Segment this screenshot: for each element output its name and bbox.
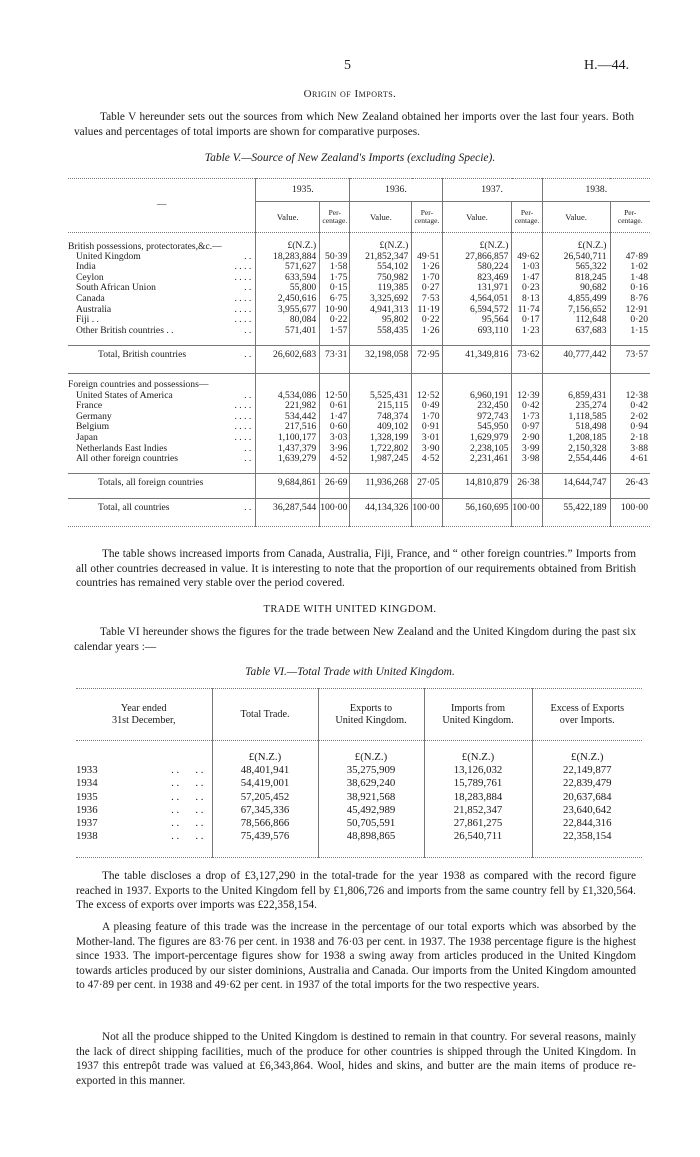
section-heading-origin: Origin of Imports. bbox=[303, 88, 397, 100]
value-cell: 6,960,191 bbox=[442, 391, 512, 402]
value-cell: 232,450 bbox=[442, 401, 512, 412]
percentage-cell: 27·05 bbox=[412, 473, 442, 492]
table-row bbox=[68, 346, 650, 365]
value-cell: 633,594 bbox=[256, 273, 320, 284]
unit-label: £(N.Z.) bbox=[318, 751, 424, 764]
row-label: Total, all countries . . bbox=[98, 502, 252, 514]
total-cell: 67,345,336 bbox=[212, 804, 318, 817]
table-row bbox=[68, 422, 650, 433]
table6-caption: Table VI.—Total Trade with United Kingdom. bbox=[245, 666, 455, 678]
percentage-cell: 12·50 bbox=[320, 391, 350, 402]
percentage-cell: 0·17 bbox=[512, 315, 542, 326]
row-label: South African Union . . bbox=[76, 282, 252, 294]
exports-cell: 45,492,989 bbox=[318, 804, 424, 817]
percentage-cell: 1·15 bbox=[610, 326, 650, 337]
year-cell: 1935 . . . . bbox=[76, 790, 204, 803]
table-row bbox=[68, 294, 650, 305]
value-cell: 571,627 bbox=[256, 262, 320, 273]
percentage-cell: 3·90 bbox=[412, 444, 442, 455]
table-row bbox=[68, 499, 650, 518]
value-cell: 545,950 bbox=[442, 422, 512, 433]
exports-cell: 38,629,240 bbox=[318, 777, 424, 790]
value-cell: 14,810,879 bbox=[442, 473, 512, 492]
percentage-header: Per- centage. bbox=[412, 202, 442, 233]
value-cell: 217,516 bbox=[256, 422, 320, 433]
exports-cell: 48,898,865 bbox=[318, 830, 424, 843]
table5-caption: Table V.—Source of New Zealand's Imports (excluding Specie). bbox=[204, 152, 496, 164]
value-cell: 32,198,058 bbox=[350, 346, 412, 365]
year-cell: 1937 . . . . bbox=[76, 817, 204, 830]
percentage-cell: 0·15 bbox=[320, 283, 350, 294]
page-number: 5 bbox=[344, 58, 351, 73]
value-cell: 580,224 bbox=[442, 262, 512, 273]
british-group-heading: British possessions, protectorates,&c.— bbox=[68, 240, 222, 252]
percentage-cell: 1·70 bbox=[412, 273, 442, 284]
row-label: United States of America . . bbox=[76, 389, 252, 401]
year-cell: 1934 . . . . bbox=[76, 777, 204, 790]
value-header: Value. bbox=[350, 202, 412, 233]
value-cell: 44,134,326 bbox=[350, 499, 412, 518]
percentage-header: Per- centage. bbox=[320, 202, 350, 233]
value-header: Value. bbox=[442, 202, 512, 233]
year-cell: 1938 . . . . bbox=[76, 830, 204, 843]
percentage-cell: 1·47 bbox=[320, 412, 350, 423]
value-cell: 637,683 bbox=[542, 326, 610, 337]
percentage-cell: 0·22 bbox=[412, 315, 442, 326]
excess-header: Excess of Exports over Imports. bbox=[532, 689, 642, 741]
year-header: 1936. bbox=[350, 179, 442, 202]
excess-cell: 22,844,316 bbox=[532, 817, 642, 830]
percentage-cell: 73·62 bbox=[512, 346, 542, 365]
exports-cell: 35,275,909 bbox=[318, 764, 424, 777]
percentage-cell: 0·42 bbox=[512, 401, 542, 412]
percentage-cell: 7·53 bbox=[412, 294, 442, 305]
intro-paragraph: Table V hereunder sets out the sources from which New Zealand obtained her imports over the last four years. Both values and percentages of total imports are shown for comparative purposes. bbox=[74, 111, 634, 138]
row-label: Germany . . . . bbox=[76, 410, 252, 422]
unit-label: £(N.Z.) bbox=[212, 751, 318, 764]
value-cell: 26,540,711 bbox=[542, 252, 610, 263]
unit-label: £(N.Z.) bbox=[442, 241, 512, 252]
percentage-cell: 1·26 bbox=[412, 262, 442, 273]
value-cell: 55,422,189 bbox=[542, 499, 610, 518]
table-row bbox=[68, 412, 650, 423]
imports-cell: 13,126,032 bbox=[424, 764, 532, 777]
unit-label: £(N.Z.) bbox=[256, 241, 320, 252]
total-cell: 78,566,866 bbox=[212, 817, 318, 830]
percentage-cell: 50·39 bbox=[320, 252, 350, 263]
percentage-cell: 1·58 bbox=[320, 262, 350, 273]
row-label: All other foreign countries . . bbox=[76, 453, 252, 465]
percentage-cell: 0·42 bbox=[610, 401, 650, 412]
percentage-cell: 3·01 bbox=[412, 433, 442, 444]
section-heading-trade: TRADE WITH UNITED KINGDOM. bbox=[263, 604, 437, 615]
row-label: Total, British countries . . bbox=[98, 349, 252, 361]
value-cell: 6,859,431 bbox=[542, 391, 610, 402]
percentage-cell: 12·52 bbox=[412, 391, 442, 402]
row-label: Other British countries . . . . bbox=[76, 324, 252, 336]
percentage-cell: 12·91 bbox=[610, 305, 650, 316]
value-cell: 7,156,652 bbox=[542, 305, 610, 316]
imports-cell: 15,789,761 bbox=[424, 777, 532, 790]
value-cell: 26,602,683 bbox=[256, 346, 320, 365]
table-row bbox=[68, 391, 650, 402]
percentage-cell: 100·00 bbox=[320, 499, 350, 518]
table-row bbox=[68, 454, 650, 465]
year-column-header: Year ended 31st December, bbox=[111, 702, 176, 726]
percentage-cell: 2·18 bbox=[610, 433, 650, 444]
table-row bbox=[68, 326, 650, 337]
percentage-cell: 4·52 bbox=[320, 454, 350, 465]
value-cell: 18,283,884 bbox=[256, 252, 320, 263]
row-label: Totals, all foreign countries bbox=[98, 476, 204, 488]
value-cell: 2,150,328 bbox=[542, 444, 610, 455]
value-cell: 4,534,086 bbox=[256, 391, 320, 402]
value-cell: 1,208,185 bbox=[542, 433, 610, 444]
percentage-cell: 73·31 bbox=[320, 346, 350, 365]
value-cell: 80,084 bbox=[256, 315, 320, 326]
value-cell: 215,115 bbox=[350, 401, 412, 412]
percentage-header: Per- centage. bbox=[610, 202, 650, 233]
imports-cell: 21,852,347 bbox=[424, 804, 532, 817]
value-cell: 1,987,245 bbox=[350, 454, 412, 465]
imports-cell: 26,540,711 bbox=[424, 830, 532, 843]
table-row bbox=[76, 791, 642, 804]
excess-cell: 23,640,642 bbox=[532, 804, 642, 817]
percentage-cell: 4·61 bbox=[610, 454, 650, 465]
percentage-cell: 11·19 bbox=[412, 305, 442, 316]
percentage-cell: 0·94 bbox=[610, 422, 650, 433]
row-label: France . . . . bbox=[76, 400, 252, 412]
page-reference: H.—44. bbox=[584, 58, 630, 73]
percentage-cell: 3·98 bbox=[512, 454, 542, 465]
row-label: Canada . . . . bbox=[76, 292, 252, 304]
percentage-cell: 11·74 bbox=[512, 305, 542, 316]
foreign-group-heading: Foreign countries and possessions— bbox=[68, 378, 209, 390]
percentage-cell: 1·26 bbox=[412, 326, 442, 337]
unit-label: £(N.Z.) bbox=[350, 241, 412, 252]
value-cell: 5,525,431 bbox=[350, 391, 412, 402]
row-label: Japan . . . . bbox=[76, 431, 252, 443]
percentage-cell: 0·60 bbox=[320, 422, 350, 433]
percentage-cell: 26·69 bbox=[320, 473, 350, 492]
percentage-cell: 1·75 bbox=[320, 273, 350, 284]
value-cell: 119,385 bbox=[350, 283, 412, 294]
total-trade-header: Total Trade. bbox=[212, 689, 318, 741]
table-row bbox=[68, 473, 650, 492]
value-cell: 3,955,677 bbox=[256, 305, 320, 316]
table5-stub-dash: — bbox=[156, 199, 167, 211]
value-cell: 4,564,051 bbox=[442, 294, 512, 305]
total-cell: 57,205,452 bbox=[212, 791, 318, 804]
total-cell: 54,419,001 bbox=[212, 777, 318, 790]
value-cell: 1,722,802 bbox=[350, 444, 412, 455]
exports-header: Exports to United Kingdom. bbox=[318, 689, 424, 741]
table5 bbox=[68, 178, 650, 527]
percentage-cell: 0·61 bbox=[320, 401, 350, 412]
entrepot-paragraph: Not all the produce shipped to the United Kingdom is destined to remain in that country. For several reasons, mainly the lack of direct shipping facilities, much of the produce for other countries is shipped through the United Kingdom. In 1937 this entrepôt trade was valued at £6,343,864. Wool, hides and skins, and butter are the main items of produce re-exported in this manner. bbox=[76, 1031, 636, 1087]
value-cell: 95,564 bbox=[442, 315, 512, 326]
percentage-cell: 26·43 bbox=[610, 473, 650, 492]
percentage-cell: 8·13 bbox=[512, 294, 542, 305]
table-row bbox=[76, 817, 642, 830]
percentage-cell: 100·00 bbox=[412, 499, 442, 518]
value-cell: 1,639,279 bbox=[256, 454, 320, 465]
value-cell: 6,594,572 bbox=[442, 305, 512, 316]
row-label: Fiji . . . . . . bbox=[76, 314, 252, 326]
percentage-cell: 1·03 bbox=[512, 262, 542, 273]
percentage-cell: 2·90 bbox=[512, 433, 542, 444]
year-header: 1937. bbox=[442, 179, 542, 202]
value-cell: 112,648 bbox=[542, 315, 610, 326]
value-cell: 131,971 bbox=[442, 283, 512, 294]
year-cell: 1936 . . . . bbox=[76, 803, 204, 816]
year-cell: 1933 . . . . bbox=[76, 764, 204, 777]
value-cell: 565,322 bbox=[542, 262, 610, 273]
value-cell: 748,374 bbox=[350, 412, 412, 423]
row-label: Ceylon . . . . bbox=[76, 271, 252, 283]
value-cell: 558,435 bbox=[350, 326, 412, 337]
value-header: Value. bbox=[542, 202, 610, 233]
table-row bbox=[76, 764, 642, 777]
percentage-cell: 49·62 bbox=[512, 252, 542, 263]
imports-cell: 18,283,884 bbox=[424, 791, 532, 804]
analysis-paragraph: The table shows increased imports from Canada, Australia, Fiji, France, and “ other foreign countries.” Imports from all other countries decreased in value. It is interesting to note that the proportion of our requirements obtained from British countries has remained very stable over the period covered. bbox=[76, 548, 636, 589]
percentage-cell: 26·38 bbox=[512, 473, 542, 492]
value-cell: 235,274 bbox=[542, 401, 610, 412]
value-cell: 818,245 bbox=[542, 273, 610, 284]
percentage-cell: 1·70 bbox=[412, 412, 442, 423]
value-cell: 3,325,692 bbox=[350, 294, 412, 305]
row-label: United Kingdom . . bbox=[76, 250, 252, 262]
total-cell: 75,439,576 bbox=[212, 830, 318, 843]
percentage-cell: 49·51 bbox=[412, 252, 442, 263]
feature-paragraph: A pleasing feature of this trade was the increase in the percentage of our total exports which was absorbed by the Mother-land. The figures are 83·76 per cent. in 1938 and 76·03 per cent. in 1937. The 1938 percentage figure is the highest since 1933. The import-percentage figures show for 1938 a swing away from articles produced in the United Kingdom towards articles produced by our sister dominions, Australia and Canada. Our imports from the United Kingdom amounted to 47·89 per cent. in 1938 and 49·62 per cent. in 1937 of the total imports for the two respective years. bbox=[76, 921, 636, 991]
percentage-cell: 10·90 bbox=[320, 305, 350, 316]
year-header: 1938. bbox=[542, 179, 650, 202]
table-row bbox=[68, 401, 650, 412]
value-cell: 21,852,347 bbox=[350, 252, 412, 263]
percentage-cell: 1·47 bbox=[512, 273, 542, 284]
value-cell: 518,498 bbox=[542, 422, 610, 433]
table-row bbox=[68, 305, 650, 316]
table-row bbox=[68, 262, 650, 273]
value-cell: 221,982 bbox=[256, 401, 320, 412]
excess-cell: 22,358,154 bbox=[532, 830, 642, 843]
percentage-cell: 0·27 bbox=[412, 283, 442, 294]
percentage-cell: 3·03 bbox=[320, 433, 350, 444]
value-cell: 2,554,446 bbox=[542, 454, 610, 465]
row-label: Australia . . . . bbox=[76, 303, 252, 315]
percentage-cell: 12·39 bbox=[512, 391, 542, 402]
percentage-cell: 1·57 bbox=[320, 326, 350, 337]
percentage-cell: 100·00 bbox=[512, 499, 542, 518]
imports-cell: 27,861,275 bbox=[424, 817, 532, 830]
exports-cell: 50,705,591 bbox=[318, 817, 424, 830]
percentage-cell: 0·97 bbox=[512, 422, 542, 433]
percentage-cell: 3·88 bbox=[610, 444, 650, 455]
value-cell: 36,287,544 bbox=[256, 499, 320, 518]
table-row bbox=[76, 830, 642, 843]
table-row bbox=[76, 777, 642, 790]
percentage-cell: 1·23 bbox=[512, 326, 542, 337]
value-cell: 1,437,379 bbox=[256, 444, 320, 455]
percentage-cell: 1·02 bbox=[610, 262, 650, 273]
imports-header: Imports from United Kingdom. bbox=[424, 689, 532, 741]
percentage-cell: 4·52 bbox=[412, 454, 442, 465]
percentage-cell: 1·48 bbox=[610, 273, 650, 284]
percentage-cell: 3·96 bbox=[320, 444, 350, 455]
value-cell: 90,682 bbox=[542, 283, 610, 294]
value-cell: 1,629,979 bbox=[442, 433, 512, 444]
percentage-cell: 0·20 bbox=[610, 315, 650, 326]
percentage-cell: 2·02 bbox=[610, 412, 650, 423]
table6 bbox=[76, 688, 642, 858]
value-header: Value. bbox=[256, 202, 320, 233]
value-cell: 2,450,616 bbox=[256, 294, 320, 305]
value-cell: 4,855,499 bbox=[542, 294, 610, 305]
value-cell: 95,802 bbox=[350, 315, 412, 326]
value-cell: 534,442 bbox=[256, 412, 320, 423]
percentage-cell: 8·76 bbox=[610, 294, 650, 305]
excess-cell: 20,637,684 bbox=[532, 791, 642, 804]
trade-intro-paragraph: Table VI hereunder shows the figures for the trade between New Zealand and the United Kingdom during the past six calendar years :— bbox=[74, 626, 636, 653]
percentage-cell: 73·57 bbox=[610, 346, 650, 365]
percentage-cell: 0·49 bbox=[412, 401, 442, 412]
value-cell: 554,102 bbox=[350, 262, 412, 273]
percentage-cell: 0·22 bbox=[320, 315, 350, 326]
value-cell: 11,936,268 bbox=[350, 473, 412, 492]
row-label: Belgium . . . . bbox=[76, 421, 252, 433]
unit-label: £(N.Z.) bbox=[542, 241, 610, 252]
excess-cell: 22,839,479 bbox=[532, 777, 642, 790]
percentage-cell: 47·89 bbox=[610, 252, 650, 263]
percentage-cell: 72·95 bbox=[412, 346, 442, 365]
drop-paragraph: The table discloses a drop of £3,127,290 in the total-trade for the year 1938 as compared with the record figure reached in 1937. Exports to the United Kingdom fell by £1,806,726 and imports from the same country fell by £1,320,564. The excess of exports over imports was £22,358,154. bbox=[76, 870, 636, 911]
percentage-cell: 12·38 bbox=[610, 391, 650, 402]
value-cell: 9,684,861 bbox=[256, 473, 320, 492]
exports-cell: 38,921,568 bbox=[318, 791, 424, 804]
value-cell: 1,328,199 bbox=[350, 433, 412, 444]
value-cell: 4,941,313 bbox=[350, 305, 412, 316]
value-cell: 2,231,461 bbox=[442, 454, 512, 465]
percentage-cell: 0·16 bbox=[610, 283, 650, 294]
table-row bbox=[76, 804, 642, 817]
value-cell: 972,743 bbox=[442, 412, 512, 423]
value-cell: 693,110 bbox=[442, 326, 512, 337]
value-cell: 2,238,105 bbox=[442, 444, 512, 455]
percentage-cell: 0·23 bbox=[512, 283, 542, 294]
value-cell: 1,118,585 bbox=[542, 412, 610, 423]
percentage-cell: 3·99 bbox=[512, 444, 542, 455]
unit-label: £(N.Z.) bbox=[532, 751, 642, 764]
value-cell: 409,102 bbox=[350, 422, 412, 433]
year-header: 1935. bbox=[256, 179, 350, 202]
unit-label: £(N.Z.) bbox=[424, 751, 532, 764]
table-row bbox=[68, 252, 650, 263]
value-cell: 27,866,857 bbox=[442, 252, 512, 263]
value-cell: 40,777,442 bbox=[542, 346, 610, 365]
value-cell: 750,982 bbox=[350, 273, 412, 284]
value-cell: 55,800 bbox=[256, 283, 320, 294]
value-cell: 823,469 bbox=[442, 273, 512, 284]
percentage-cell: 100·00 bbox=[610, 499, 650, 518]
percentage-cell: 0·91 bbox=[412, 422, 442, 433]
percentage-header: Per- centage. bbox=[512, 202, 542, 233]
total-cell: 48,401,941 bbox=[212, 764, 318, 777]
excess-cell: 22,149,877 bbox=[532, 764, 642, 777]
value-cell: 41,349,816 bbox=[442, 346, 512, 365]
percentage-cell: 6·75 bbox=[320, 294, 350, 305]
row-label: Netherlands East Indies . . bbox=[76, 442, 252, 454]
value-cell: 571,401 bbox=[256, 326, 320, 337]
value-cell: 1,100,177 bbox=[256, 433, 320, 444]
row-label: India . . . . bbox=[76, 261, 252, 273]
table-row bbox=[68, 283, 650, 294]
value-cell: 56,160,695 bbox=[442, 499, 512, 518]
value-cell: 14,644,747 bbox=[542, 473, 610, 492]
percentage-cell: 1·73 bbox=[512, 412, 542, 423]
